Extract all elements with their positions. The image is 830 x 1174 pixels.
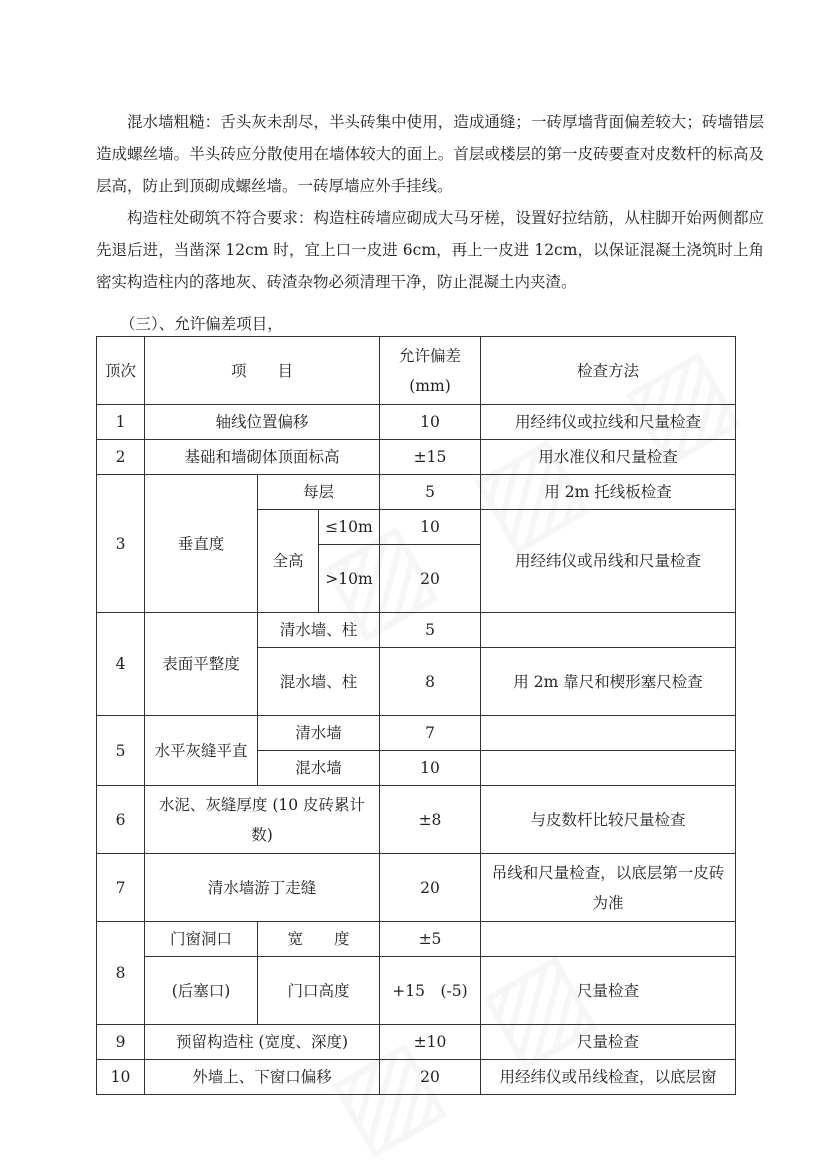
row-item: 预留构造柱 (宽度、深度) — [145, 1025, 380, 1060]
row-no: 9 — [97, 1025, 145, 1060]
row-no: 2 — [97, 440, 145, 475]
table-row — [97, 405, 736, 440]
row-no: 4 — [97, 613, 145, 716]
row-method: 尺量检查 — [481, 957, 736, 1025]
table-row — [97, 957, 736, 1025]
row-deviation: ±15 — [380, 440, 481, 475]
row-method: 用经纬仪或吊线和尺量检查 — [481, 510, 736, 613]
header-deviation: 允许偏差(mm) — [380, 337, 481, 405]
row-subitem: 混水墙 — [258, 751, 380, 786]
row-subitem: 门口高度 — [258, 957, 380, 1025]
row-item: 垂直度 — [145, 475, 258, 613]
row-subitem: ≤10m — [319, 510, 380, 545]
header-no: 顶次 — [97, 337, 145, 405]
row-method: 用 2m 托线板检查 — [481, 475, 736, 510]
row-deviation: +15 (-5) — [380, 957, 481, 1025]
row-deviation: 20 — [380, 854, 481, 922]
table-row — [97, 716, 736, 751]
row-deviation: 7 — [380, 716, 481, 751]
table-row — [97, 922, 736, 957]
row-method: 尺量检查 — [481, 1025, 736, 1060]
table-row — [97, 1060, 736, 1095]
row-deviation: 8 — [380, 648, 481, 716]
row-item: 门窗洞口 — [145, 922, 258, 957]
table-row — [97, 786, 736, 854]
row-method — [481, 613, 736, 648]
table-header — [97, 337, 736, 405]
row-method: 用水准仪和尺量检查 — [481, 440, 736, 475]
table-row — [97, 854, 736, 922]
row-no: 8 — [97, 922, 145, 1025]
row-method: 用经纬仪或拉线和尺量检查 — [481, 405, 736, 440]
paragraph-structural-column: 构造柱处砌筑不符合要求：构造柱砖墙应砌成大马牙槎，设置好拉结筋，从柱脚开始两侧都应先退后进，当凿深 12cm 时，宜上口一皮进 6cm，再上一皮进 12cm，以保证混凝土浇筑时上角密实构造柱内的落地灰、砖渣杂物必须清理干净，防止混凝土内夹渣。 — [96, 209, 764, 291]
table-row — [97, 613, 736, 648]
row-deviation: 20 — [380, 545, 481, 613]
row-no: 6 — [97, 786, 145, 854]
row-method: 吊线和尺量检查，以底层第一皮砖为准 — [481, 854, 736, 922]
row-item: 基础和墙砌体顶面标高 — [145, 440, 380, 475]
row-deviation: 10 — [380, 405, 481, 440]
row-no: 5 — [97, 716, 145, 786]
paragraph-mixed-wall: 混水墙粗糙：舌头灰未刮尽，半头砖集中使用，造成通缝；一砖厚墙背面偏差较大；砖墙错层造成螺丝墙。半头砖应分散使用在墙体较大的面上。首层或楼层的第一皮砖要查对皮数杆的标高及层高，防止到顶砌成螺丝墙。一砖厚墙应外手挂线。 — [96, 113, 764, 195]
row-method — [481, 751, 736, 786]
row-item: (后塞口) — [145, 957, 258, 1025]
row-subitem: 宽 度 — [258, 922, 380, 957]
row-deviation: 10 — [380, 510, 481, 545]
row-no: 1 — [97, 405, 145, 440]
table-row — [97, 475, 736, 510]
row-deviation: 20 — [380, 1060, 481, 1095]
row-deviation: 5 — [380, 613, 481, 648]
row-item: 清水墙游丁走缝 — [145, 854, 380, 922]
row-subitem: >10m — [319, 545, 380, 613]
row-item: 外墙上、下窗口偏移 — [145, 1060, 380, 1095]
row-deviation: 5 — [380, 475, 481, 510]
row-deviation: ±10 — [380, 1025, 481, 1060]
row-subitem: 每层 — [258, 475, 380, 510]
row-method: 用经纬仪或吊线检查，以底层窗 — [481, 1060, 736, 1095]
header-item: 项 目 — [145, 337, 380, 405]
row-deviation: ±5 — [380, 922, 481, 957]
row-deviation: 10 — [380, 751, 481, 786]
row-item: 表面平整度 — [145, 613, 258, 716]
row-subitem: 清水墙 — [258, 716, 380, 751]
row-no: 3 — [97, 475, 145, 613]
row-item: 水平灰缝平直 — [145, 716, 258, 786]
row-subitem: 混水墙、柱 — [258, 648, 380, 716]
row-method — [481, 716, 736, 751]
row-method — [481, 922, 736, 957]
tolerance-table — [96, 336, 736, 1095]
table-row — [97, 440, 736, 475]
row-subitem: 清水墙、柱 — [258, 613, 380, 648]
section-caption: （三）、允许偏差项目， — [120, 315, 283, 333]
row-item: 水泥、灰缝厚度 (10 皮砖累计数) — [145, 786, 380, 854]
row-no: 10 — [97, 1060, 145, 1095]
row-item: 轴线位置偏移 — [145, 405, 380, 440]
table-row — [97, 1025, 736, 1060]
row-no: 7 — [97, 854, 145, 922]
row-deviation: ±8 — [380, 786, 481, 854]
header-method: 检查方法 — [481, 337, 736, 405]
row-method: 与皮数杆比较尺量检查 — [481, 786, 736, 854]
row-subitem: 全高 — [258, 510, 319, 613]
row-method: 用 2m 靠尺和楔形塞尺检查 — [481, 648, 736, 716]
